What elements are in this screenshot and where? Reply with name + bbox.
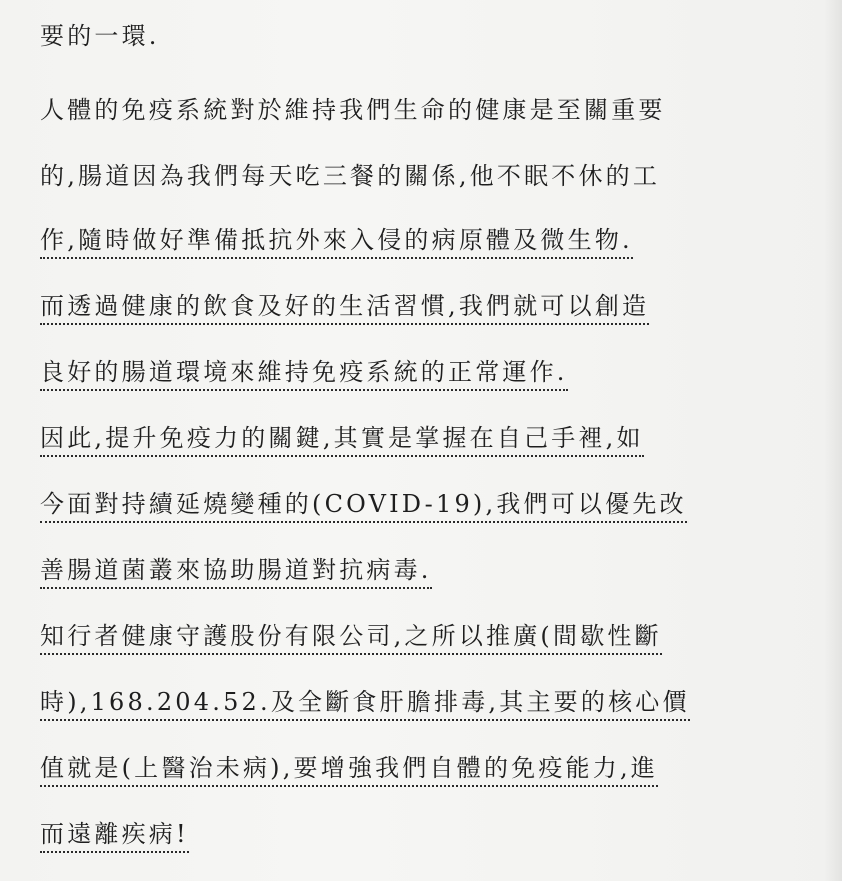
line-text: 值就是(上醫治未病),要增強我們自體的免疫能力,進 bbox=[40, 756, 658, 787]
line-text: 知行者健康守護股份有限公司,之所以推廣(間歇性斷 bbox=[40, 624, 662, 655]
body-text bbox=[40, 0, 820, 858]
text-line bbox=[40, 132, 820, 198]
line-text: 作,隨時做好準備抵抗外來入侵的病原體及微生物. bbox=[40, 228, 633, 259]
text-line-underlined bbox=[40, 198, 820, 264]
line-text: 而遠離疾病! bbox=[40, 822, 189, 853]
text-line-underlined bbox=[40, 726, 820, 792]
text-line bbox=[40, 66, 820, 132]
text-line-underlined bbox=[40, 396, 820, 462]
text-line-underlined bbox=[40, 660, 820, 726]
text-line bbox=[40, 0, 820, 66]
line-text: 今面對持續延燒變種的(COVID-19),我們可以優先改 bbox=[40, 492, 687, 523]
text-line-underlined bbox=[40, 792, 820, 858]
text-line-underlined bbox=[40, 594, 820, 660]
page-edge-shadow bbox=[824, 0, 842, 881]
line-text: 良好的腸道環境來維持免疫系統的正常運作. bbox=[40, 360, 568, 391]
text-line-underlined bbox=[40, 462, 820, 528]
line-text: 要的一環. bbox=[40, 22, 160, 50]
line-text: 而透過健康的飲食及好的生活習慣,我們就可以創造 bbox=[40, 294, 649, 325]
text-line-underlined bbox=[40, 528, 820, 594]
text-line-underlined bbox=[40, 330, 820, 396]
line-text: 善腸道菌叢來協助腸道對抗病毒. bbox=[40, 558, 432, 589]
line-text: 時),168.204.52.及全斷食肝膽排毒,其主要的核心價 bbox=[40, 690, 690, 721]
line-text: 因此,提升免疫力的關鍵,其實是掌握在自己手裡,如 bbox=[40, 426, 644, 457]
line-text: 的,腸道因為我們每天吃三餐的關係,他不眠不休的工 bbox=[40, 162, 661, 190]
line-text: 人體的免疫系統對於維持我們生命的健康是至關重要 bbox=[40, 96, 666, 124]
text-line-underlined bbox=[40, 264, 820, 330]
